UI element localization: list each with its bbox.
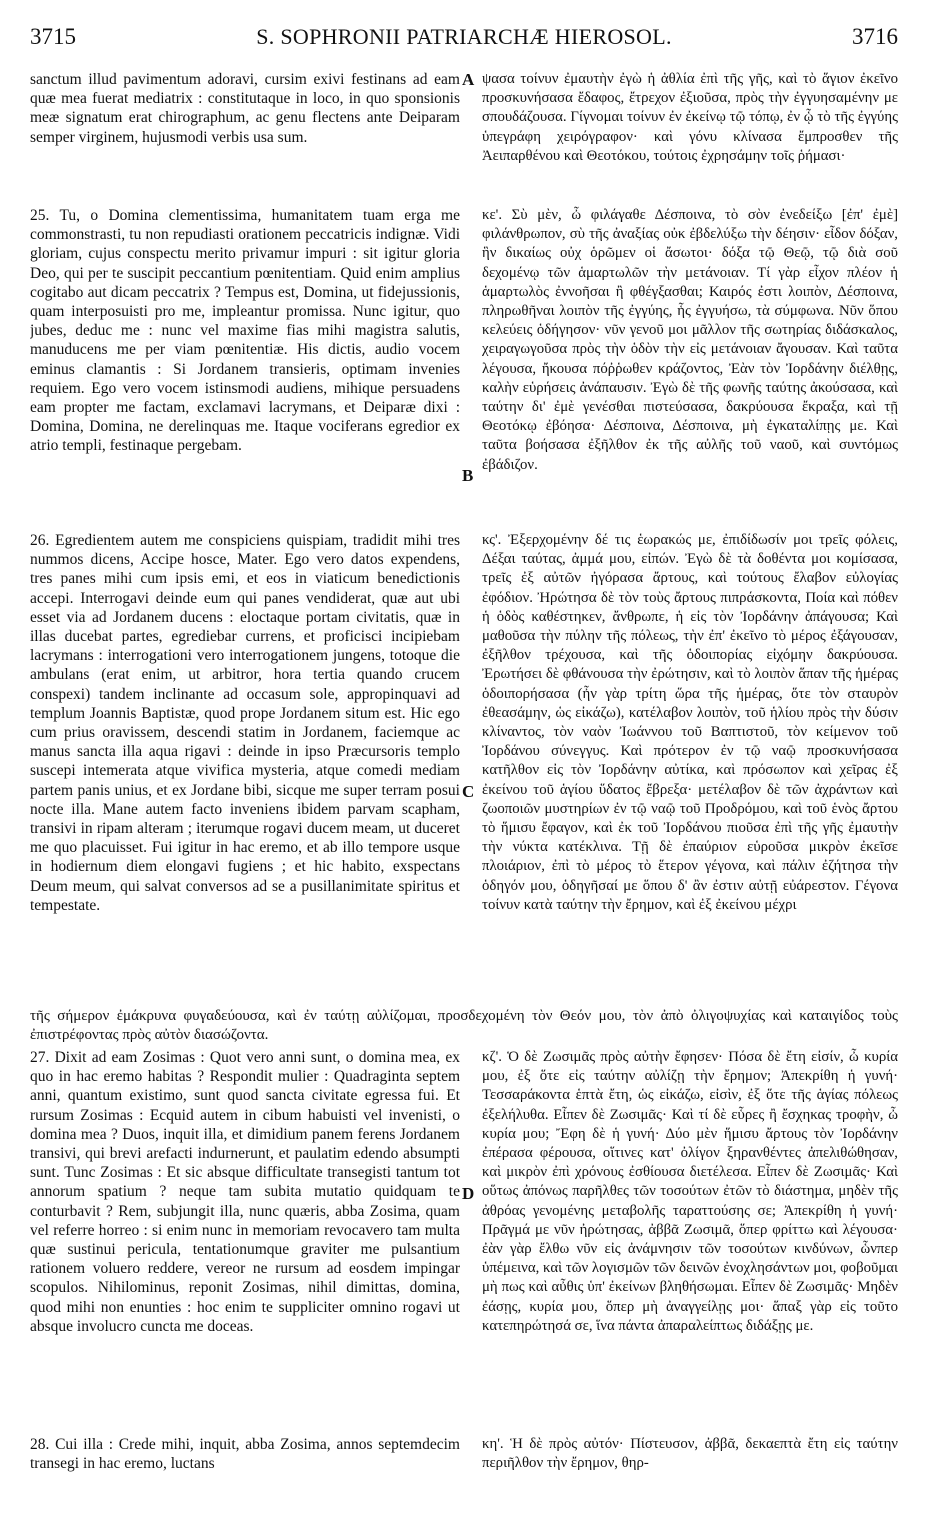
greek-spanning-lines [30, 1007, 898, 1045]
section-marker-a: A [462, 70, 475, 89]
running-title: S. SOPHRONII PATRIARCHÆ HIEROSOL. [256, 24, 672, 49]
latin-text: sanctum illud pavimentum adoravi, cursim exivi festinans ad eam quæ mea fuerat mediatrix : constitutaque in loco, in quo sponsionis meæ signatum erat chirographum, ac genu flectens ante Deiparam semper virginem, hujusmodi verbis usa sum. [30, 71, 460, 146]
latin-paragraph-27 [30, 1048, 460, 1420]
section-marker-b: B [462, 466, 474, 485]
greek-text: ψασα τοίνυν ἐμαυτὴν ἐγὼ ἡ ἀθλία ἐπὶ τῆς γῆς, καὶ τὸ ἅγιον ἐκεῖνο προσκυνήσασα ἔδαφος, ἔτρεχον ἐξιοῦσα, πρὸς τὴν ἐγγυησαμένην με σπουδάζουσα. Γίγνομαι τοίνυν ἐν ἐκείνῳ τῷ τόπῳ, ἐν ᾧ τὸ τῆς ἐγγύης ὑπεγράφη χειρόγραφον· καὶ γόνυ κλίνασα ἔμπροσθεν τῆς Ἀειπαρθένου καὶ Θεοτόκου, τούτοις ἐχρησάμην τοῖς ῥήμασι· [482, 71, 898, 164]
greek-paragraph-intro [482, 70, 898, 190]
page-number-right: 3716 [852, 24, 898, 49]
greek-paragraph-27 [482, 1048, 898, 1420]
section-marker-d: D [462, 1184, 475, 1203]
page-number-left: 3715 [30, 24, 76, 49]
latin-paragraph-28 [30, 1435, 460, 1479]
section-marker-c: C [462, 782, 475, 801]
latin-text: 25. Tu, o Domina clementissima, humanitatem tuam erga me commonstrasti, tu non repudiasti orationem peccatricis indignæ. Vidi gloriam, cujus conspectu merito privamur impuri : sit igitur gloria Deo, qui per te suscipit peccantium pœnitentiam. Quid enim amplius cogitabo aut dicam peccatrix ? Tempus est, Domina, ut fidejussionis, quam interposuisti pro me, impleantur promissa. Nunc igitur, quo jubes, deduc me : nunc vel maxime fias mihi magistra salutis, manuducens me per viam pœnitentiæ. His dictis, audio vocem eminus clamantis : Si Jordanem transieris, optimam invenies requiem. Ego vero vocem istinsmodi audiens, mihique persuadens eam propter me factam, exclamavi lacrymans, et Deiparæ dixi : Domina, Domina, ne derelinquas me. Itaque vociferans egredior ex atrio templi, festinaque pergebam. [30, 207, 460, 455]
latin-text: 26. Egredientem autem me conspiciens quispiam, tradidit mihi tres nummos dicens, Accipe hosce, Mater. Ego vero datos expendens, tres panes mihi cum ipsis emi, et eos in viaticum benedictionis accepi. Interrogavi deinde eum qui panes vendiderat, quæ aut ubi esset via ad Jordanem ducens : eloctaque portam civitatis, quæ in illas ducebat partes, egrediebar currens, et proficisci incipiebam lacrymans : interrogationi vero interrogationem jungens, totoque die ambulans (erat enim, ut arbitror, hora tertia quando crucem conspexi) tandem inclinante ad occasum sole, appropinquavi ad templum Joannis Baptistæ, quod prope Jordanem situm est. Hic ego cum prius oravissem, descendi statim in Jordanem, faciemque ac manus sancta illa aqua rigavi : deinde in ipso Præcursoris templo suscepi intemerata atque vivifica mysteria, atque comedi mediam partem panis unius, et ex Jordane bibi, sicque me super terram posui nocte illa. Mane autem facto inveniens ibidem parvam scapham, transivi in ripam alteram ; iterumque rogavi ducem meam, ut duceret me quo placuisset. Fui igitur in hac eremo, et ab illo tempore usque in hodiernum diem elongavi fugiens ; et hic habito, exspectans Deum meum, qui salvat conversos ad se a pusillanimitate spiritus et tempestate. [30, 532, 460, 914]
greek-text: κε'. Σὺ μὲν, ὦ φιλάγαθε Δέσποινα, τὸ σὸν ἐνεδείξω [ἐπ' ἐμὲ] φιλάνθρωπον, σὺ τῆς ἀναξίας οὐκ ἐβδελύξω τὴν δέησιν· εἶδον δόξαν, ἣν δικαίως οὐχ ὁρῶμεν οἱ ἄσωτοι· δόξα τῷ Θεῷ, τῷ διὰ σοῦ δεχομένῳ τῶν ἁμαρτωλῶν τὴν μετάνοιαν. Τί γὰρ εἶχον πλέον ἡ ἁμαρτωλὸς ἐννοῆσαι ἢ φθέγξασθαι; Καιρός ἐστι λοιπὸν, Δέσποινα, πληρωθῆναι λοιπὸν τῆς ἐγγύης, ἧς ἐγγυήσω, τὰ σύμφωνα. Νῦν ὅπου κελεύεις ὁδήγησον· νῦν γενοῦ μοι μᾶλλον τῆς σωτηρίας διδάσκαλος, χειραγωγοῦσα πρὸς τὴν ὁδὸν τὴν εἰς μετάνοιαν ἄγουσαν. Καὶ ταῦτα λέγουσα, ἤκουσα πόῤῥωθεν κράζοντος, Ἐὰν τὸν Ἰορδάνην διέλθῃς, καλὴν εὑρήσεις ἀνάπαυσιν. Ἐγὼ δὲ τῆς φωνῆς ταύτης ἀκούσασα, καὶ ταύτην δι' ἐμὲ γενέσθαι πιστεύσασα, δακρύουσα ἔκραξα, καὶ τῇ Θεοτόκῳ ἐβόησα· Δέσποινα, Δέσποινα, μὴ ἐγκαταλίπῃς με. Καὶ ταῦτα βοήσασα ἐξῆλθον ἐκ τῆς αὐλῆς τοῦ ναοῦ, καὶ συντόμως ἐβάδιζον. [482, 207, 898, 473]
greek-text: τῆς σήμερον ἐμάκρυνα φυγαδεύουσα, καὶ ἐν ταύτῃ αὐλίζομαι, προσδεχομένη τὸν Θεόν μου, τὸν ἀπὸ ὀλιγοψυχίας καὶ καταιγίδος τοὺς ἐπιστρέφοντας πρὸς αὐτὸν διασώζοντα. [30, 1008, 898, 1043]
page-header [30, 24, 898, 58]
greek-text: κζ'. Ὁ δὲ Ζωσιμᾶς πρὸς αὐτὴν ἔφησεν· Πόσα δὲ ἔτη εἰσίν, ὦ κυρία μου, ἐξ ὅτε εἰς ταύτην αὐλίζῃ τὴν ἔρημον; Ἀπεκρίθη ἡ γυνή· Τεσσαράκοντα ἑπτὰ ἔτη, ὡς εἰκάζω, εἰσὶν, ἐξ ὅτε τῆς ἁγίας πόλεως ἐξελήλυθα. Εἶπεν δὲ Ζωσιμᾶς· Καὶ τί δὲ εὗρες ἢ ἔσχηκας τροφὴν, ὦ κυρία μου; Ἔφη δὲ ἡ γυνή· Δύο μὲν ἥμισυ ἄρτους τὸν Ἰορδάνην ἐπέρασα φέρουσα, οἵτινες κατ' ὀλίγον ξηρανθέντες ἀπελιθώθησαν, καὶ μικρὸν ἐπὶ χρόνους ἐσθίουσα διετέλεσα. Εἶπεν δὲ Ζωσιμᾶς· Καὶ οὕτως ἀπόνως παρῆλθες τῶν τοσούτων ἐτῶν τὸ διάστημα, μηδὲν τῆς ἀθρόας γενομένης μεταβολῆς ταραττούσης σε; Ἀπεκρίθη ἡ γυνή· Πρᾶγμά με νῦν ἠρώτησας, ἀββᾶ Ζωσιμᾶ, ὅπερ φρίττω καὶ λέγουσα· ἐὰν γὰρ ἔλθω νῦν εἰς ἀνάμνησιν τῶν τοσούτων κινδύνων, ὧνπερ ὑπέμεινα, καὶ τῶν λογισμῶν τῶν δεινῶν ἐνοχλησάντων μοι, φοβοῦμαι μὴ πως καὶ αὖθις ὑπ' ἐκείνων βληθήσωμαι. Εἶπεν δὲ Ζωσιμᾶς· Μηδὲν ἐάσῃς, κυρία μου, ὅπερ μὴ ἀναγγείλῃς μοι· ἅπαξ γὰρ εἰς τοῦτο κατεπηρώτησά σε, ἵνα πάντα ἀπαραλείπτως διδάξῃς με. [482, 1049, 898, 1334]
latin-text: 27. Dixit ad eam Zosimas : Quot vero anni sunt, o domina mea, ex quo in hac eremo habitas ? Respondit mulier : Quadraginta septem anni, quantum existimo, sunt quod sancta civitate egressa fui. Et rursum Zosimas : Ecquid autem in cibum habuisti vel invenisti, o domina mea ? Duos, inquit illa, et dimidium panem ferens Jordanem transivi, qui brevi arefacti indurnerunt, et paulatim edendo absumpti sunt. Tunc Zosimas : Et sic absque difficultate transegisti tantum tot annorum spatium ? neque tam subita mutatio quidquam te conturbavit ? Rem, subjungit illa, nunc quæris, abba Zosima, quam vel referre horreo : si enim nunc in memoriam revocavero tam multa quæ sustinui pericula, tentationumque graviter me pulsantium rationem voluero reddere, vereor ne rursum ad eosdem impingar scopulos. Nihilominus, reponit Zosimas, nihil dimittas, domina, quod mihi non enunties : hoc enim te suppliciter omnino rogavi ut absque involucro cuncta me doceas. [30, 1049, 460, 1335]
latin-paragraph-25 [30, 206, 460, 532]
greek-text: κη'. Ἡ δὲ πρὸς αὐτόν· Πίστευσον, ἀββᾶ, δεκαεπτὰ ἔτη εἰς ταύτην περιῆλθον τὴν ἔρημον, θηρ- [482, 1436, 898, 1472]
latin-text: 28. Cui illa : Crede mihi, inquit, abba Zosima, annos septemdecim transegi in hac eremo, luctans [30, 1436, 460, 1473]
greek-text: κς'. Ἐξερχομένην δέ τις ἑωρακώς με, ἐπιδίδωσίν μοι τρεῖς φόλεις, Δέξαι ταύτας, ἀμμά μου, εἰπών. Ἐγὼ δὲ τὰ δοθέντα μοι κομίσασα, τρεῖς ἐξ αὐτῶν ἠγόρασα ἄρτους, καὶ τούτους ἔλαβον εὐλογίας ἐφόδιον. Ἠρώτησα δὲ τὸν τοὺς ἄρτους πιπράσκοντα, Ποία καὶ πόθεν ἡ ὁδὸς καθέστηκεν, ἄνθρωπε, ἡ εἰς τὸν Ἰορδάνην ἀπάγουσα; Καὶ μαθοῦσα τὴν πύλην τῆς πόλεως, τὴν ἐπ' ἐκεῖνο τὸ μέρος ἐξάγουσαν, ἐξῆλθον τρέχουσα, καὶ τῆς ὁδοιπορίας εἰχόμην δακρύουσα. Ἐρωτήσει δὲ φθάνουσα τὴν ἐρώτησιν, καὶ τὸ λοιπὸν ἅπαν τῆς ἡμέρας ὁδοιπορήσασα (ἦν γὰρ τρίτη ὥρα τῆς ἡμέρας, ὅτε τὸν σταυρὸν ἐθεασάμην, ὡς εἰκάζω), κατέλαβον λοιπὸν, τοῦ ἡλίου πρὸς τὴν δύσιν κλίναντος, τὸν ναὸν Ἰωάννου τοῦ Βαπτιστοῦ, τὸν κείμενον τοῦ Ἰορδάνου σύνεγγυς. Καὶ πρότερον ἐν τῷ ναῷ προσκυνήσασα κατῆλθον εἰς τὸν Ἰορδάνην αὐτίκα, καὶ πρόσωπον καὶ χεῖρας ἐξ ἐκείνου τοῦ ἁγίου ὕδατος ἔβρεξα· μετέλαβον δὲ τῶν ἀχράντων καὶ ζωοποιῶν μυστηρίων ἐν τῷ ναῷ τοῦ Προδρόμου, καὶ τοῦ ἑνὸς ἄρτου τὸ ἥμισυ ἔφαγον, καὶ ἐκ τοῦ Ἰορδάνου πιοῦσα ἐπὶ τῆς γῆς ἐμαυτὴν τὴν νύκτα κατέκλινα. Τῇ δὲ ἐπαύριον εὑροῦσα μικρὸν ἐκεῖσε πλοιάριον, ἐπὶ τὸ μέρος τὸ ἕτερον γέγονα, καὶ πάλιν ἐζήτησα τὴν ὁδηγόν μου, ὁδηγῆσαί με ὅπου δ' ἂν ἐστιν αὐτῇ εὐάρεστον. Γέγονα τοίνυν κατὰ ταύτην τὴν ἔρημον, καὶ ἐξ ἐκείνου μέχρι [482, 532, 898, 913]
greek-paragraph-28 [482, 1435, 898, 1479]
latin-paragraph-26 [30, 531, 460, 1005]
greek-paragraph-25 [482, 206, 898, 532]
greek-paragraph-26 [482, 531, 898, 1007]
latin-paragraph-intro [30, 70, 460, 170]
